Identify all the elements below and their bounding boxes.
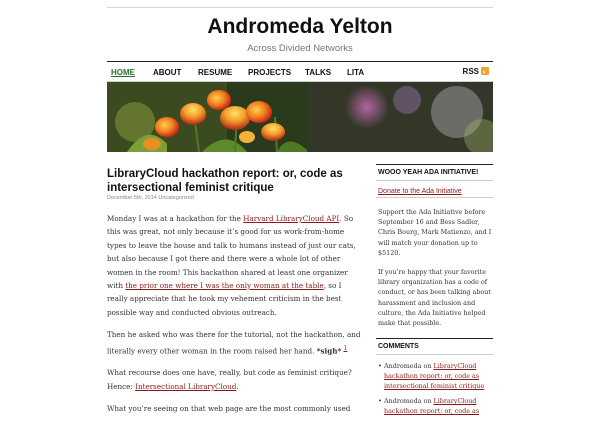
flower-photo xyxy=(107,82,493,152)
nav-item-home[interactable]: HOME xyxy=(111,68,135,77)
ada-widget-heading: WOOO YEAH ADA INITIATIVE! xyxy=(376,164,493,181)
nav-item-projects[interactable]: PROJECTS xyxy=(248,68,292,77)
nav-item-talks[interactable]: TALKS xyxy=(305,68,332,77)
p1-text-b: . So this was great, not only because it’s good for us work-from-home types to leave the house and talk to humans instead of just our cats, but also because I got there and there were a whole lot of other women in the room! This hackathon shared at least one organizer with xyxy=(107,214,356,291)
post-title[interactable]: LibraryCloud hackathon report: or, code as intersectional feminist critique xyxy=(107,168,343,194)
comments-widget xyxy=(376,338,493,416)
comments-heading: COMMENTS xyxy=(376,338,493,355)
comment-on: on xyxy=(421,397,434,406)
nav-item-resume[interactable]: RESUME xyxy=(198,68,233,77)
post-body xyxy=(107,212,363,425)
comment-author: Andromeda xyxy=(384,362,422,371)
rss-link[interactable] xyxy=(463,67,489,76)
p1-text-c: , so I really appreciate that he took my vehement criticism in the best possible way and conducted obvious outreach. xyxy=(107,281,342,317)
post-paragraph-1 xyxy=(107,212,363,319)
sidebar xyxy=(376,164,493,421)
ada-text-1: Support the Ada Initiative before September 16 and Bess Sadler, Chris Bourg, Mark Matienzo, and I will match your donation up to $5120. xyxy=(378,208,492,257)
site-description: Across Divided Networks xyxy=(247,43,353,54)
p3-text-a: What recourse does one have, really, but code as feminist critique? Hence: xyxy=(107,368,352,391)
link-prior-hackathon[interactable]: the prior one where I was the only woman at the table xyxy=(125,281,324,291)
comment-item xyxy=(376,361,493,391)
post-meta xyxy=(107,195,362,201)
rss-icon xyxy=(481,67,489,75)
post-paragraph-3 xyxy=(107,366,363,393)
post-date: December 5th, 2014 xyxy=(107,195,157,201)
comment-on: on xyxy=(421,362,434,371)
main-nav xyxy=(107,61,493,82)
comment-item xyxy=(376,396,493,416)
p1-text-a: Monday I was at a hackathon for the xyxy=(107,214,244,223)
link-intersectional-librarycloud[interactable]: Intersectional LibraryCloud xyxy=(135,381,237,391)
site-title[interactable]: Andromeda Yelton xyxy=(207,15,393,38)
top-rule xyxy=(107,7,493,8)
comment-post-link[interactable]: LibraryCloud hackathon report: or, code as intersectional feminist critique xyxy=(384,362,485,391)
post-paragraph-2 xyxy=(107,328,363,357)
ada-text-2: If you’re happy that your favorite library organization has a code of conduct, or has been talking about harassment and inclusion and culture, the Ada Initiative helped make that possible. xyxy=(378,268,491,328)
footnote-link[interactable]: 1 xyxy=(343,344,348,352)
comment-post-link[interactable]: LibraryCloud hackathon report: or, code as xyxy=(384,397,480,416)
p2-text: Then he asked who was there for the tutorial, not the hackathon, and literally every other woman in the room raised her hand. xyxy=(107,330,361,356)
nav-item-about[interactable]: ABOUT xyxy=(153,68,182,77)
header-image xyxy=(107,82,493,152)
post-category[interactable]: Uncategorized xyxy=(158,195,194,201)
link-harvard-librarycloud-api[interactable]: Harvard LibraryCloud API xyxy=(243,214,340,223)
page-container xyxy=(107,0,493,416)
rss-label: RSS xyxy=(462,67,479,76)
donate-link[interactable]: Donate to the Ada Initiative xyxy=(378,188,462,195)
comments-list xyxy=(376,361,493,416)
post-paragraph-4: What you’re seeing on that web page are the most commonly used xyxy=(107,404,351,414)
sigh-text: *sigh* xyxy=(316,346,342,356)
comment-author: Andromeda xyxy=(384,397,422,406)
nav-item-lita[interactable]: LITA xyxy=(347,68,365,77)
p3-text-b: . xyxy=(236,381,239,391)
donate-box xyxy=(376,188,493,198)
